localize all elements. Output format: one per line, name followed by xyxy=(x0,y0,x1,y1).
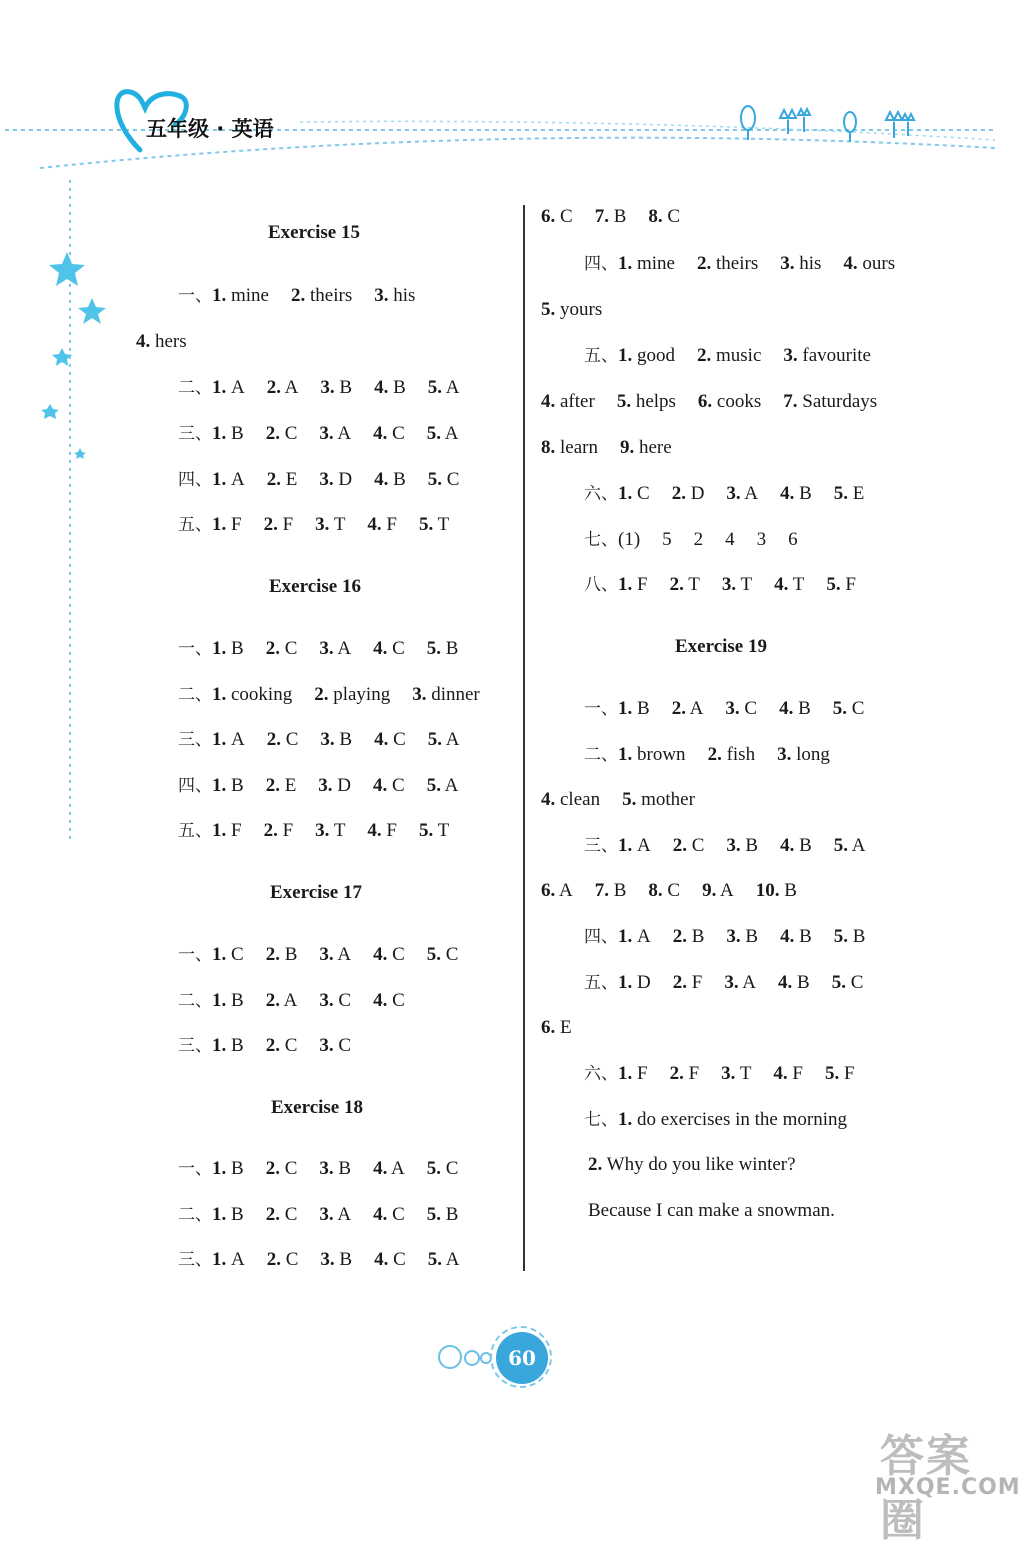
answer-line xyxy=(584,697,886,721)
answer-item: 1. good xyxy=(618,345,675,366)
answer-item: 2. T xyxy=(669,574,700,595)
answer-item: 2. Why do you like winter? xyxy=(588,1154,796,1175)
answer-line xyxy=(584,1108,869,1132)
header-decoration xyxy=(0,0,1000,190)
answer-item: 7. B xyxy=(594,880,627,901)
answer-item: (1) xyxy=(618,529,641,550)
answer-item: 2. A xyxy=(265,990,298,1011)
answer-item: 3. D xyxy=(318,775,352,796)
answer-item: 1. B xyxy=(212,775,244,796)
answer-item: 1. A xyxy=(618,926,651,947)
answer-item: 1. F xyxy=(618,1063,648,1084)
answer-item: 5. A xyxy=(833,835,866,856)
star-icon xyxy=(78,298,106,324)
answer-item: 3. C xyxy=(319,990,352,1011)
bubble-icon xyxy=(464,1350,480,1366)
answer-item: 2 xyxy=(693,529,704,550)
answer-item: 5. C xyxy=(426,1158,459,1179)
star-icon xyxy=(41,404,59,419)
answer-line xyxy=(541,205,702,229)
section-marker: 六、 xyxy=(584,484,618,504)
answer-item: 4. B xyxy=(780,835,812,856)
answer-item: 5. B xyxy=(833,926,866,947)
answer-item: 3. T xyxy=(315,514,346,535)
answer-item: 2. E xyxy=(266,469,298,490)
answer-item: 1. B xyxy=(212,1035,244,1056)
answer-line xyxy=(178,774,480,798)
star-icon xyxy=(74,448,86,459)
answer-item: 2. C xyxy=(265,1158,298,1179)
answer-item: 2. B xyxy=(672,926,705,947)
answer-item: 8. C xyxy=(648,880,681,901)
answer-item: 5. yours xyxy=(541,299,603,320)
answer-line xyxy=(178,943,480,967)
answer-item: 4. C xyxy=(374,729,406,750)
answer-item: 2. music xyxy=(697,345,762,366)
exercise-18-title: Exercise 18 xyxy=(271,1097,363,1118)
answer-item: 2. F xyxy=(263,514,294,535)
answer-item: 3. B xyxy=(319,1158,352,1179)
answer-item: 4. hers xyxy=(136,331,187,352)
answer-item: 1. B xyxy=(212,423,244,444)
header-title: 五年级 · 英语 xyxy=(146,117,274,141)
answer-item: 2. C xyxy=(265,638,298,659)
answer-item: 2. theirs xyxy=(697,253,759,274)
exercise-19-title: Exercise 19 xyxy=(675,636,767,657)
answer-item: 3. A xyxy=(319,944,352,965)
answer-item: 6. cooks xyxy=(697,391,762,412)
answer-item: 4. A xyxy=(373,1158,405,1179)
answer-item: 8. C xyxy=(648,206,681,227)
answer-line xyxy=(178,989,427,1013)
answer-item: 2. theirs xyxy=(291,285,353,306)
answer-line xyxy=(584,252,917,276)
answer-item: 2. D xyxy=(671,483,705,504)
answer-item: 4. C xyxy=(373,638,405,659)
answer-item: 5. T xyxy=(419,820,450,841)
answer-item: 1. F xyxy=(212,514,242,535)
answer-item: 1. B xyxy=(212,1158,244,1179)
answer-item: 5. C xyxy=(831,972,864,993)
answer-item: 5. B xyxy=(426,638,459,659)
answer-item: 4 xyxy=(725,529,735,550)
answer-item: 7. Saturdays xyxy=(783,391,878,412)
section-marker: 五、 xyxy=(178,515,212,535)
answer-item: 5. A xyxy=(426,423,459,444)
answer-line xyxy=(584,743,852,767)
answer-item: 4. B xyxy=(779,698,811,719)
answer-item: 3. his xyxy=(780,253,822,274)
answer-item: 4. F xyxy=(367,514,397,535)
answer-item: 3. long xyxy=(777,744,830,765)
answer-line xyxy=(178,284,437,308)
answer-item: 3. A xyxy=(319,1204,352,1225)
answer-item: 2. C xyxy=(266,729,299,750)
answer-item: 1. mine xyxy=(618,253,675,274)
exercise-17-title: Exercise 17 xyxy=(270,882,362,903)
answer-line xyxy=(584,971,885,995)
section-marker: 三、 xyxy=(178,1250,212,1270)
section-marker: 一、 xyxy=(178,945,212,965)
answer-item: 5 xyxy=(662,529,672,550)
answer-item: 5. C xyxy=(426,944,459,965)
answer-item: 1. C xyxy=(618,483,650,504)
answer-line xyxy=(584,482,886,506)
answer-item: 3. A xyxy=(319,638,352,659)
answer-item: 3. T xyxy=(315,820,346,841)
section-marker: 三、 xyxy=(178,1036,212,1056)
answer-item: 5. helps xyxy=(616,391,676,412)
answer-line xyxy=(178,513,471,537)
answer-item: 3. C xyxy=(725,698,758,719)
answer-item: 4. B xyxy=(780,926,812,947)
section-marker: 二、 xyxy=(584,745,618,765)
answer-line xyxy=(584,528,820,552)
answer-item: 3. B xyxy=(726,926,759,947)
star-icon xyxy=(49,252,85,286)
answer-item: 5. C xyxy=(427,469,460,490)
answer-item: 7. B xyxy=(594,206,627,227)
answer-line xyxy=(178,1034,373,1058)
section-marker: 一、 xyxy=(178,286,212,306)
tulip-icons xyxy=(741,106,914,142)
answer-line xyxy=(178,819,471,843)
answer-item: 2. C xyxy=(265,1035,298,1056)
answer-line xyxy=(584,344,893,368)
answer-line xyxy=(541,1016,594,1040)
answer-item: 4. after xyxy=(541,391,595,412)
answer-item: 1. B xyxy=(618,698,650,719)
answer-line xyxy=(178,728,481,752)
answer-item: 1. cooking xyxy=(212,684,293,705)
answer-item: 1. B xyxy=(212,990,244,1011)
answer-item: 3. B xyxy=(320,377,353,398)
answer-item: 5. B xyxy=(426,1204,459,1225)
answer-item: 9. here xyxy=(619,437,672,458)
exercise-15-title: Exercise 15 xyxy=(268,222,360,243)
answer-line xyxy=(584,834,887,858)
answer-item: 3. T xyxy=(721,1063,752,1084)
answer-line xyxy=(178,376,481,400)
answer-item: 1. A xyxy=(212,377,245,398)
section-marker: 四、 xyxy=(584,254,618,274)
answer-item: 4. C xyxy=(374,1249,406,1270)
section-marker: 五、 xyxy=(178,821,212,841)
answer-line xyxy=(584,1062,877,1086)
answer-item: 10. B xyxy=(755,880,797,901)
answer-line xyxy=(178,1248,481,1272)
answer-item: 4. C xyxy=(373,423,405,444)
section-marker: 一、 xyxy=(178,639,212,659)
answer-item: 4. B xyxy=(778,972,810,993)
answer-item: 2. A xyxy=(671,698,704,719)
answer-item: 3. dinner xyxy=(412,684,480,705)
section-marker: 二、 xyxy=(178,991,212,1011)
answer-item: 3. his xyxy=(374,285,416,306)
answer-item: 2. C xyxy=(265,1204,298,1225)
answer-line xyxy=(178,422,480,446)
answer-item: 1. F xyxy=(618,574,648,595)
answer-item: 1. D xyxy=(618,972,651,993)
section-marker: 四、 xyxy=(178,776,212,796)
section-marker: 三、 xyxy=(178,730,212,750)
answer-item: 3 xyxy=(756,529,767,550)
section-marker: 四、 xyxy=(178,470,212,490)
section-marker: 五、 xyxy=(584,346,618,366)
watermark-logo: 答案圈 xyxy=(880,1431,972,1546)
answer-item: 2. C xyxy=(672,835,705,856)
answer-item: 2. fish xyxy=(707,744,756,765)
answer-item: 4. F xyxy=(367,820,397,841)
answer-line xyxy=(178,1203,480,1227)
answer-item: 1. F xyxy=(212,820,242,841)
section-marker: 七、 xyxy=(584,530,618,550)
answer-item: 4. B xyxy=(780,483,812,504)
answer-item: 2. A xyxy=(266,377,299,398)
answer-item: 1. B xyxy=(212,1204,244,1225)
section-marker: 三、 xyxy=(178,424,212,444)
answer-item: 1. A xyxy=(212,469,245,490)
answer-item: 5. F xyxy=(825,1063,855,1084)
answer-line xyxy=(178,683,502,707)
answer-item: 5. A xyxy=(427,377,460,398)
answer-item: 4. B xyxy=(374,377,406,398)
answer-item: 3. B xyxy=(320,1249,353,1270)
answer-line xyxy=(541,879,819,903)
section-marker: 八、 xyxy=(584,575,618,595)
answer-item: 1. A xyxy=(212,729,245,750)
answer-item: 2. C xyxy=(265,423,298,444)
answer-line xyxy=(584,573,878,597)
answer-line xyxy=(541,298,624,322)
answer-item: 6. C xyxy=(541,206,573,227)
answer-item: 4. C xyxy=(373,775,405,796)
section-marker: 六、 xyxy=(584,1064,618,1084)
column-divider xyxy=(523,205,525,1271)
answer-item: 5. E xyxy=(833,483,865,504)
answer-line xyxy=(178,637,480,661)
answer-item: 3. B xyxy=(726,835,759,856)
answer-item: 9. A xyxy=(702,880,734,901)
answer-item: 4. B xyxy=(374,469,406,490)
answer-item: 2. E xyxy=(265,775,297,796)
answer-item: 1. B xyxy=(212,638,244,659)
section-marker: 二、 xyxy=(178,685,212,705)
answer-line xyxy=(588,1153,818,1177)
answer-item: 5. C xyxy=(832,698,865,719)
answer-line xyxy=(584,925,887,949)
page-number: 60 xyxy=(496,1332,548,1384)
watermark-url: MXQE.COM xyxy=(875,1475,1021,1500)
side-decoration xyxy=(0,180,120,880)
answer-item: 2. F xyxy=(263,820,294,841)
answer-item: 4. clean xyxy=(541,789,601,810)
answer-item: 3. T xyxy=(721,574,753,595)
answer-item: 5. mother xyxy=(622,789,695,810)
section-marker: 七、 xyxy=(584,1110,618,1130)
answer-item: 4. C xyxy=(373,1204,405,1225)
answer-item: 1. mine xyxy=(212,285,269,306)
answer-item: 1. do exercises in the morning xyxy=(618,1109,848,1130)
section-marker: 三、 xyxy=(584,836,618,856)
answer-item: 1. A xyxy=(618,835,651,856)
answer-line xyxy=(136,330,209,354)
answer-item: 5. A xyxy=(427,1249,460,1270)
bubble-icon xyxy=(438,1345,462,1369)
answer-line xyxy=(178,1157,480,1181)
section-marker: 二、 xyxy=(178,378,212,398)
exercise-16-title: Exercise 16 xyxy=(269,576,361,597)
section-marker: 五、 xyxy=(584,973,618,993)
answer-item: 3. A xyxy=(724,972,756,993)
answer-sentence: Because I can make a snowman. xyxy=(588,1200,835,1221)
answer-line xyxy=(541,390,899,414)
answer-item: 8. learn xyxy=(541,437,598,458)
answer-item: 4. T xyxy=(774,574,805,595)
answer-item: 4. F xyxy=(773,1063,803,1084)
answer-item: 5. F xyxy=(826,574,856,595)
answer-item: 2. C xyxy=(266,1249,299,1270)
answer-item: 3. A xyxy=(726,483,759,504)
section-marker: 二、 xyxy=(178,1205,212,1225)
answer-item: 2. F xyxy=(669,1063,700,1084)
answer-item: 3. B xyxy=(320,729,353,750)
section-marker: 四、 xyxy=(584,927,618,947)
answer-item: 3. favourite xyxy=(783,345,871,366)
answer-item: 3. D xyxy=(319,469,353,490)
answer-line xyxy=(541,436,694,460)
answer-item: 3. C xyxy=(319,1035,352,1056)
answer-line xyxy=(178,468,481,492)
answer-item: 1. brown xyxy=(618,744,686,765)
section-marker: 一、 xyxy=(178,1159,212,1179)
answer-item: 6. A xyxy=(541,880,573,901)
answer-item: 1. A xyxy=(212,1249,245,1270)
answer-item: 2. F xyxy=(672,972,703,993)
answer-item: 4. ours xyxy=(843,253,896,274)
answer-item: 2. playing xyxy=(314,684,391,705)
answer-item: 6 xyxy=(788,529,798,550)
section-marker: 一、 xyxy=(584,699,618,719)
answer-item: 5. A xyxy=(427,729,460,750)
answer-item: 1. C xyxy=(212,944,244,965)
answer-item: 5. T xyxy=(419,514,450,535)
answer-item: 2. B xyxy=(265,944,298,965)
answer-line xyxy=(541,788,717,812)
answer-item: 3. A xyxy=(319,423,352,444)
answer-item: 4. C xyxy=(373,944,405,965)
answer-item: 4. C xyxy=(373,990,405,1011)
answer-item: 5. A xyxy=(426,775,459,796)
answer-item: 6. E xyxy=(541,1017,572,1038)
